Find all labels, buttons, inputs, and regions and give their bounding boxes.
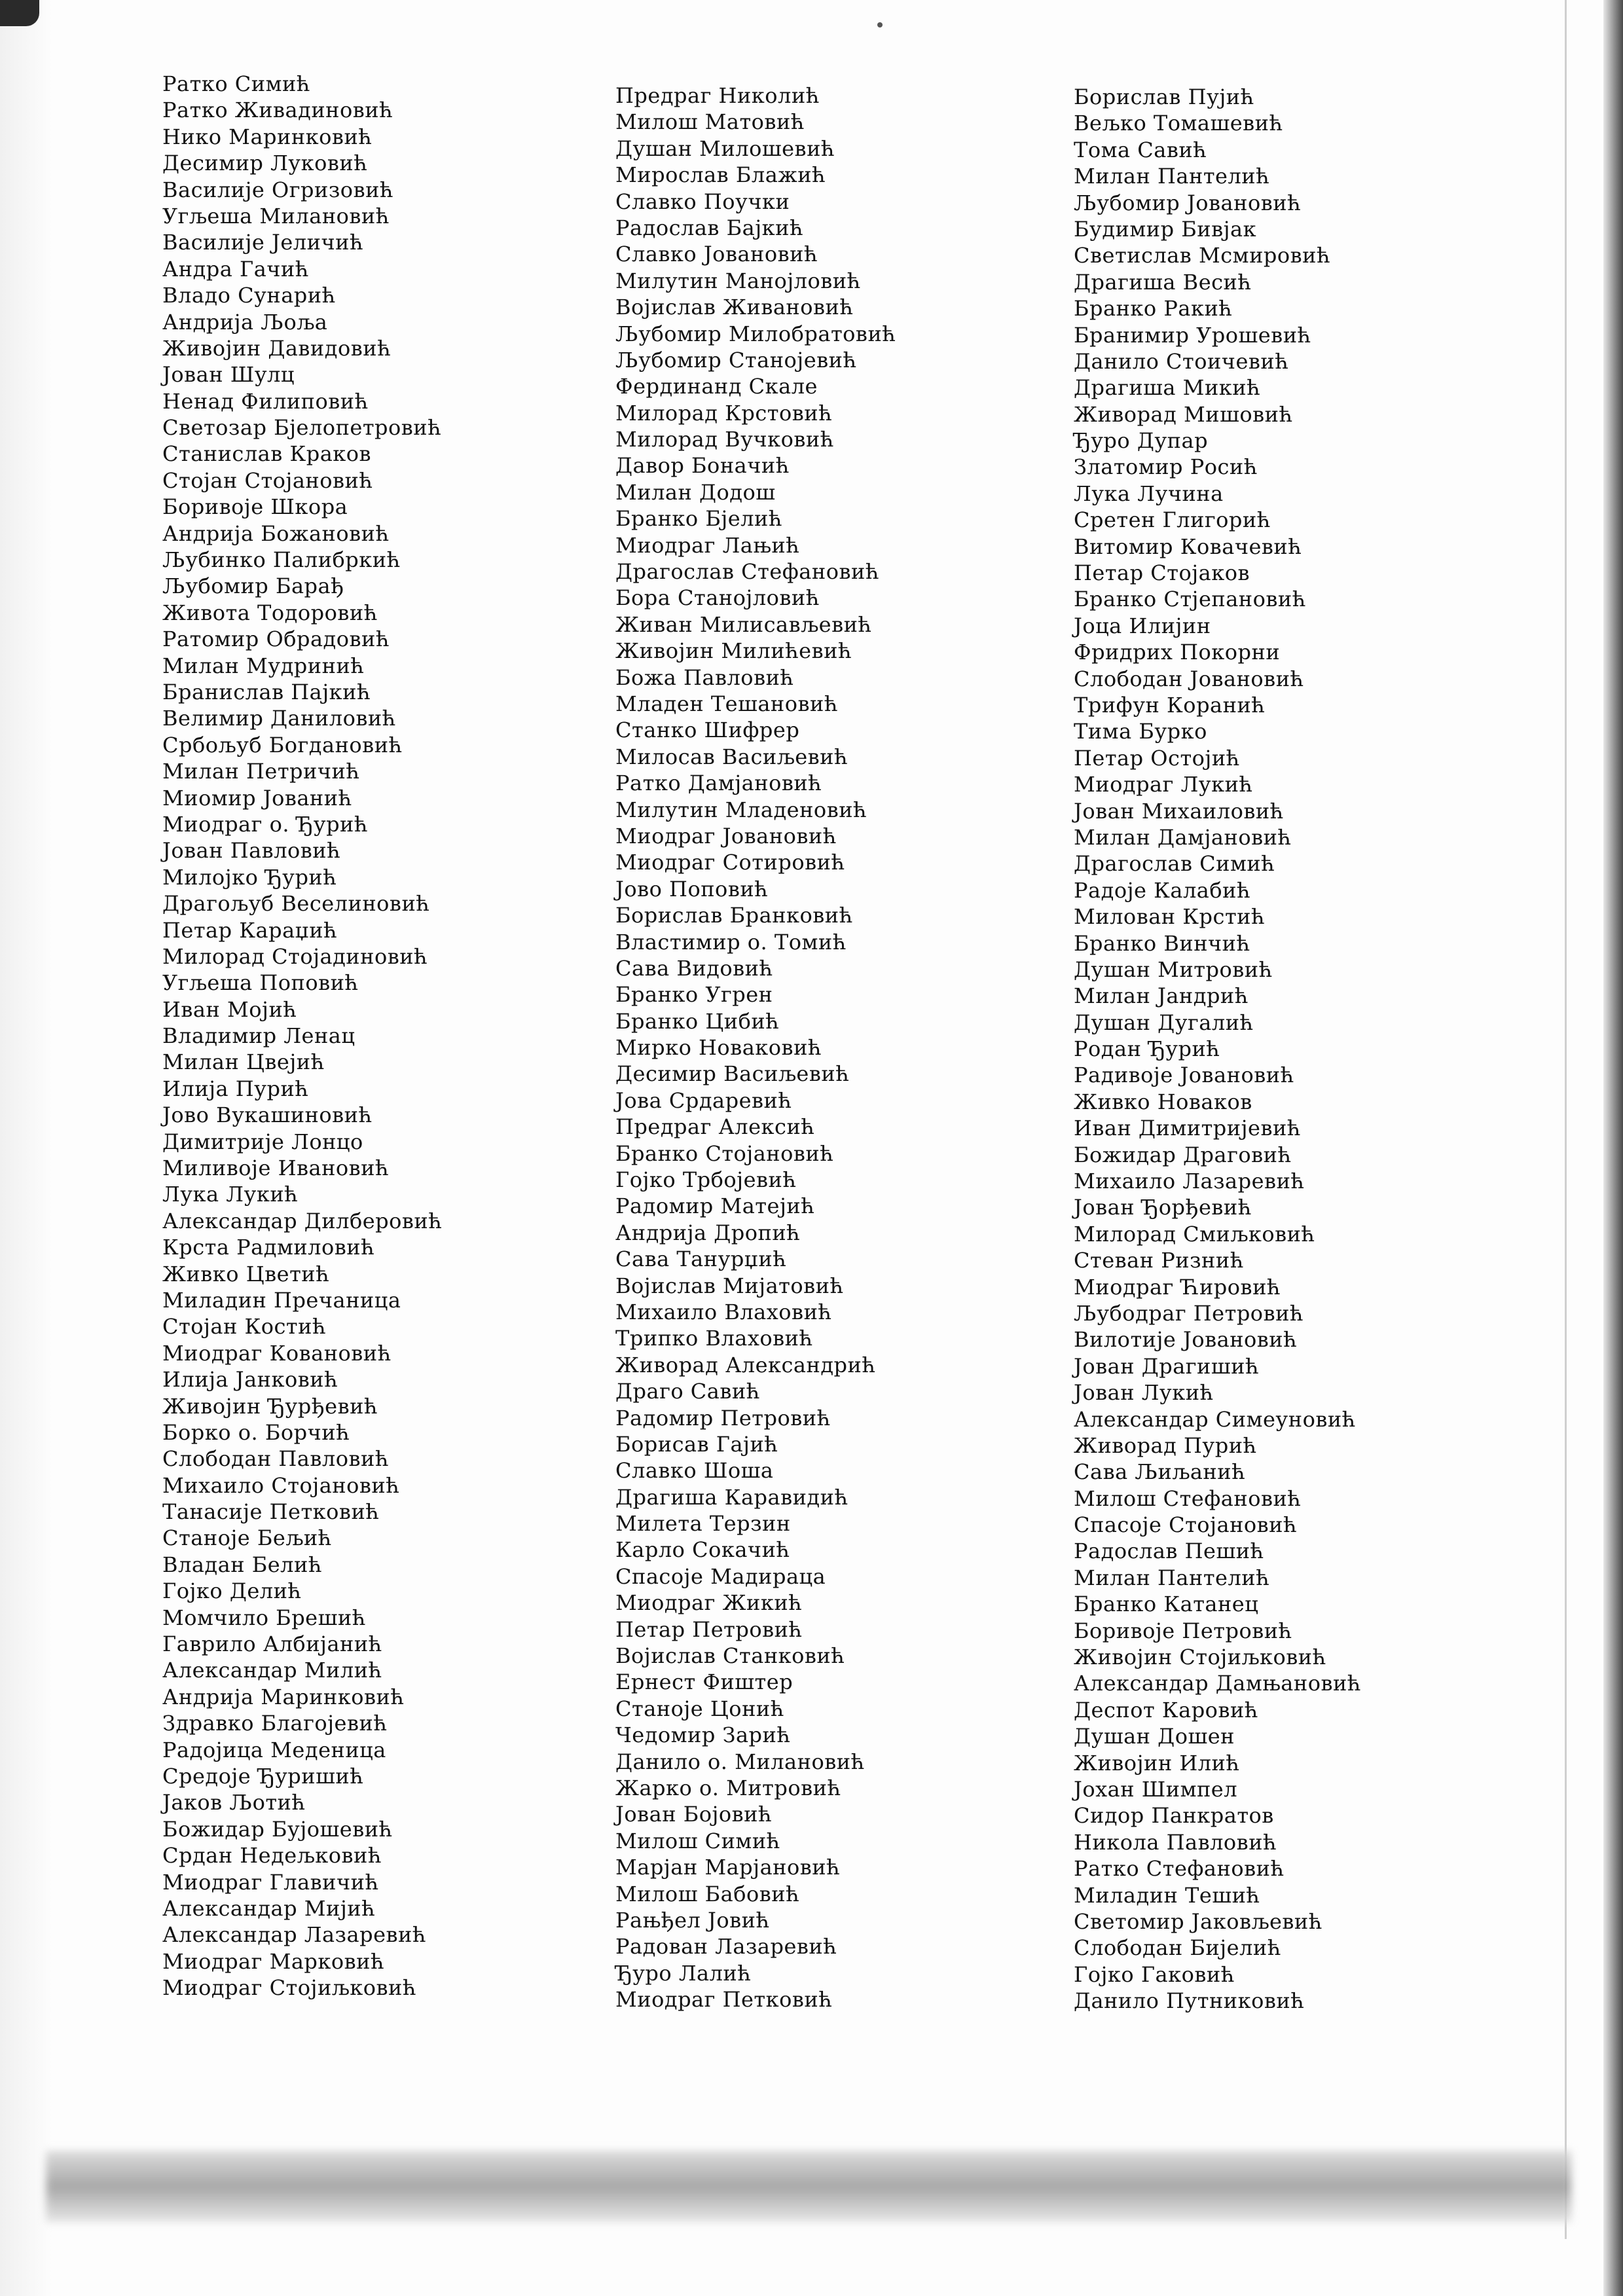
name-entry: Живорад Александрић [615, 1352, 876, 1377]
name-entry: Бранко Бјелић [615, 506, 782, 532]
name-entry: Миодраг Лањић [615, 532, 800, 558]
name-entry: Милан Петричић [162, 759, 360, 784]
name-entry: Драго Савић [615, 1379, 760, 1404]
name-entry: Василије Огризовић [162, 177, 394, 202]
name-entry: Милан Пантелић [1074, 1565, 1270, 1590]
page-fold-line [1565, 0, 1567, 2239]
name-entry: Боривоје Петровић [1074, 1618, 1292, 1643]
name-entry: Бранко Винчић [1074, 930, 1250, 956]
name-entry: Милосав Васиљевић [615, 744, 848, 769]
name-entry: Радоје Калабић [1074, 877, 1251, 903]
name-entry: Милан Пантелић [1074, 164, 1270, 189]
name-entry: Фердинанд Скале [615, 374, 818, 399]
name-entry: Сидор Панкратов [1074, 1803, 1274, 1829]
name-entry: Борисав Гајић [615, 1431, 778, 1457]
name-entry: Радојица Меденица [162, 1737, 386, 1762]
names-column-1 [162, 71, 634, 2001]
name-entry: Ратко Дамјановић [615, 771, 822, 796]
name-entry: Андрија Маринковић [162, 1684, 405, 1709]
name-entry: Драгослав Симић [1074, 851, 1275, 877]
scan-speck [877, 22, 883, 27]
name-entry: Нико Маринковић [162, 124, 373, 149]
name-entry: Александар Милић [162, 1658, 382, 1683]
name-entry: Бранко Стјепановић [1074, 587, 1306, 612]
name-entry: Миомир Јованић [162, 785, 352, 811]
name-entry: Владимир Ленац [162, 1023, 356, 1049]
name-entry: Чедомир Зарић [615, 1722, 791, 1748]
name-entry: Бранко Стојановић [615, 1140, 834, 1166]
name-entry: Василије Јеличић [162, 230, 364, 255]
name-entry: Милан Додош [615, 479, 776, 505]
name-entry: Ратомир Обрадовић [162, 627, 390, 652]
name-entry: Миодраг Главичић [162, 1869, 379, 1895]
name-entry: Божа Павловић [615, 665, 794, 690]
name-entry: Радомир Матејић [615, 1194, 815, 1219]
name-entry: Драгољуб Веселиновић [162, 891, 430, 917]
name-entry: Тома Савић [1074, 137, 1207, 162]
name-entry: Иван Димитријевић [1074, 1116, 1301, 1141]
name-entry: Војислав Станковић [615, 1643, 845, 1669]
name-entry: Милорад Вучковић [615, 427, 834, 452]
name-entry: Јован Бојовић [615, 1802, 773, 1827]
name-entry: Андрија Божановић [162, 520, 390, 546]
name-entry: Марјан Марјановић [615, 1855, 841, 1880]
name-entry: Витомир Ковачевић [1074, 534, 1302, 559]
name-entry: Миодраг Жикић [615, 1590, 803, 1616]
name-entry: Ратко Живадиновић [162, 98, 393, 123]
name-entry: Вилотије Јовановић [1074, 1327, 1298, 1353]
name-entry: Петар Петровић [615, 1616, 803, 1642]
name-entry: Александар Симеуновић [1074, 1406, 1356, 1432]
name-entry: Миодраг Стојиљковић [162, 1975, 416, 2001]
name-entry: Војислав Живановић [615, 295, 854, 320]
name-entry: Вељко Томашевић [1074, 111, 1283, 136]
name-entry: Владо Сунарић [162, 283, 336, 308]
name-entry: Слободан Јовановић [1074, 666, 1304, 691]
name-entry: Радомир Петровић [615, 1405, 831, 1430]
name-entry: Љубодраг Петровић [1074, 1300, 1304, 1326]
name-entry: Александар Дилберовић [162, 1208, 443, 1233]
name-entry: Живојин Давидовић [162, 335, 392, 361]
name-entry: Јово Вукашиновић [162, 1102, 373, 1128]
name-entry: Ратко Симић [162, 71, 310, 96]
name-entry: Трифун Коранић [1074, 692, 1266, 718]
scan-right-edge [1603, 0, 1623, 2296]
name-entry: Предраг Николић [615, 83, 820, 108]
name-entry: Десимир Луковић [162, 151, 368, 176]
name-entry: Миодраг Марковић [162, 1948, 385, 1974]
name-entry: Ратко Стефановић [1074, 1856, 1285, 1882]
name-entry: Петар Стојаков [1074, 560, 1250, 586]
name-entry: Јаков Љотић [162, 1790, 306, 1815]
name-entry: Родан Ђурић [1074, 1036, 1220, 1062]
name-entry: Слободан Бијелић [1074, 1935, 1281, 1961]
name-entry: Бранко Угрен [615, 982, 773, 1008]
name-entry: Андрија Љоља [162, 309, 328, 335]
name-entry: Гојко Гаковић [1074, 1961, 1235, 1987]
name-entry: Јован Шулц [162, 362, 295, 388]
name-entry: Божидар Бујошевић [162, 1816, 393, 1842]
name-entry: Михаило Влаховић [615, 1299, 832, 1324]
name-entry: Ђуро Дупар [1074, 428, 1209, 454]
name-entry: Божидар Драговић [1074, 1142, 1292, 1167]
name-entry: Миодраг Ковановић [162, 1340, 392, 1366]
name-entry: Живорад Пурић [1074, 1432, 1257, 1458]
page-bottom-shadow [46, 2151, 1571, 2223]
name-entry: Будимир Бивјак [1074, 216, 1257, 242]
name-entry: Љубинко Палибркић [162, 547, 401, 573]
name-entry: Радослав Бајкић [615, 215, 804, 240]
name-entry: Борислав Пујић [1074, 84, 1254, 109]
name-entry: Трипко Влаховић [615, 1326, 813, 1351]
name-entry: Живојин Стојиљковић [1074, 1645, 1326, 1670]
name-entry: Илија Пурић [162, 1076, 309, 1101]
name-entry: Милош Стефановић [1074, 1485, 1302, 1511]
name-entry: Јован Михаиловић [1074, 798, 1284, 824]
name-entry: Душан Дошен [1074, 1724, 1235, 1749]
name-entry: Љубомир Милобратовић [615, 321, 896, 346]
name-entry: Миладин Пречаница [162, 1287, 401, 1313]
name-entry: Никола Павловић [1074, 1829, 1277, 1855]
names-column-3 [1074, 84, 1545, 2014]
name-entry: Радивоје Јовановић [1074, 1063, 1294, 1088]
name-entry: Миодраг Ћировић [1074, 1274, 1281, 1300]
name-entry: Живојин Милићевић [615, 638, 852, 664]
name-entry: Крста Радмиловић [162, 1235, 375, 1260]
name-entry: Срдан Недељковић [162, 1843, 382, 1868]
name-entry: Жарко о. Митровић [615, 1776, 841, 1800]
name-entry: Спасоје Стојановић [1074, 1512, 1298, 1538]
name-entry: Миливоје Ивановић [162, 1156, 390, 1181]
name-entry: Миладин Тешић [1074, 1882, 1260, 1908]
name-entry: Милета Терзин [615, 1511, 791, 1537]
name-entry: Рањђел Јовић [615, 1907, 770, 1933]
name-entry: Десимир Васиљевић [615, 1061, 850, 1087]
name-entry: Милорад Стојадиновић [162, 943, 428, 969]
name-entry: Златомир Росић [1074, 454, 1258, 480]
name-entry: Милан Цвејић [162, 1049, 325, 1075]
name-entry: Давор Боначић [615, 453, 790, 479]
name-entry: Тима Бурко [1074, 719, 1207, 744]
name-entry: Александар Дамњановић [1074, 1671, 1361, 1696]
name-entry: Живко Цветић [162, 1261, 330, 1286]
name-entry: Бранко Катанец [1074, 1592, 1259, 1617]
name-entry: Танасије Петковић [162, 1499, 380, 1525]
name-entry: Драгиша Каравидић [615, 1484, 848, 1510]
name-entry: Гојко Делић [162, 1578, 302, 1604]
name-entry: Стеван Ризнић [1074, 1248, 1244, 1273]
name-entry: Драгиша Микић [1074, 375, 1261, 401]
name-entry: Драгослав Стефановић [615, 559, 879, 585]
name-entry: Радован Лазаревић [615, 1934, 837, 1959]
name-entry: Јово Поповић [615, 876, 769, 902]
name-entry: Димитрије Лонцо [162, 1129, 363, 1154]
name-entry: Мирко Новаковић [615, 1035, 822, 1061]
name-entry: Мирослав Блажић [615, 162, 826, 188]
name-entry: Фридрих Покорни [1074, 640, 1281, 665]
name-entry: Јоца Илијин [1074, 613, 1211, 638]
name-entry: Лука Лучина [1074, 481, 1224, 506]
names-column-2 [615, 82, 1087, 2013]
name-entry: Ђуро Лалић [615, 1960, 752, 1986]
name-entry: Петар Караџић [162, 917, 338, 943]
name-entry: Милан Дамјановић [1074, 824, 1292, 850]
name-entry: Ненад Филиповић [162, 388, 369, 414]
name-entry: Драгиша Весић [1074, 269, 1252, 295]
name-entry: Славко Поучки [615, 189, 790, 214]
name-entry: Предраг Алексић [615, 1114, 815, 1140]
name-entry: Јован Павловић [162, 838, 341, 864]
name-entry: Живко Новаков [1074, 1089, 1252, 1114]
name-entry: Милојко Ђурић [162, 864, 337, 890]
name-entry: Србољуб Богдановић [162, 732, 403, 757]
name-entry: Живота Тодоровић [162, 600, 378, 625]
name-entry: Андрија Дропић [615, 1220, 801, 1245]
name-entry: Иван Мојић [162, 996, 297, 1022]
name-entry: Милош Симић [615, 1828, 780, 1853]
name-entry: Јован Ђорђевић [1074, 1195, 1252, 1220]
name-entry: Миодраг Лукић [1074, 772, 1253, 797]
name-entry: Живојин Ђурђевић [162, 1393, 378, 1419]
name-entry: Михаило Лазаревић [1074, 1169, 1305, 1194]
name-entry: Велимир Даниловић [162, 706, 396, 731]
name-entry: Милан Јандрић [1074, 983, 1249, 1009]
name-entry: Миодраг о. Ђурић [162, 811, 368, 837]
name-entry: Деспот Каровић [1074, 1697, 1258, 1722]
name-entry: Милорад Крстовић [615, 400, 833, 426]
name-entry: Миодраг Петковић [615, 1987, 833, 2013]
name-entry: Душан Дугалић [1074, 1010, 1254, 1035]
name-entry: Андра Гачић [162, 256, 309, 282]
name-entry: Сава Танурџић [615, 1247, 787, 1272]
name-entry: Милош Бабовић [615, 1881, 800, 1906]
name-entry: Средоје Ђуришић [162, 1764, 364, 1789]
name-entry: Јован Драгишић [1074, 1353, 1260, 1379]
name-entry: Душан Митровић [1074, 957, 1273, 982]
name-entry: Славко Јовановић [615, 242, 818, 267]
name-entry: Душан Милошевић [615, 136, 835, 161]
name-entry: Љубомир Станојевић [615, 347, 857, 373]
name-entry: Михаило Стојановић [162, 1472, 400, 1498]
name-entry: Карло Сокачић [615, 1537, 790, 1563]
name-entry: Јова Срдаревић [615, 1087, 792, 1113]
name-entry: Станоје Бељић [162, 1525, 332, 1551]
name-entry: Љубомир Барађ [162, 574, 344, 599]
name-entry: Миодраг Јовановић [615, 823, 837, 848]
name-entry: Милован Крстић [1074, 904, 1266, 930]
name-entry: Младен Тешановић [615, 691, 838, 716]
name-entry: Бранислав Пајкић [162, 679, 371, 704]
name-entry: Борко о. Борчић [162, 1419, 350, 1445]
name-entry: Милутин Манојловић [615, 268, 861, 293]
name-entry: Властимир о. Томић [615, 929, 847, 955]
name-entry: Данило Путниковић [1074, 1988, 1305, 2014]
scan-left-margin [0, 0, 52, 2296]
name-entry: Боривоје Шкора [162, 494, 348, 520]
name-entry: Живорад Мишовић [1074, 401, 1293, 427]
name-entry: Станко Шифрер [615, 718, 800, 743]
name-entry: Светислав Мсмировић [1074, 243, 1331, 268]
name-entry: Живојин Илић [1074, 1750, 1240, 1776]
name-entry: Војислав Мијатовић [615, 1273, 844, 1298]
name-entry: Лука Лукић [162, 1182, 299, 1207]
name-entry: Радослав Пешић [1074, 1539, 1264, 1564]
name-entry: Данило о. Милановић [615, 1749, 865, 1774]
name-entry: Угљеша Поповић [162, 970, 359, 996]
name-entry: Јохан Шимпел [1074, 1777, 1238, 1802]
name-entry: Ернест Фиштер [615, 1669, 793, 1695]
name-entry: Славко Шоша [615, 1458, 774, 1484]
name-entry: Бранимир Урошевић [1074, 322, 1311, 348]
name-entry: Стојан Стојановић [162, 467, 373, 493]
name-entry: Миодраг Сотировић [615, 850, 845, 875]
name-entry: Љубомир Јовановић [1074, 190, 1302, 215]
name-entry: Петар Остојић [1074, 745, 1240, 771]
name-entry: Станислав Краков [162, 441, 372, 467]
name-entry: Јован Лукић [1074, 1380, 1214, 1406]
name-entry: Спасоје Мадираца [615, 1563, 826, 1589]
name-entry: Илија Јанковић [162, 1367, 338, 1393]
name-entry: Борислав Бранковић [615, 903, 853, 928]
name-entry: Угљеша Милановић [162, 203, 390, 228]
name-entry: Милан Мудринић [162, 653, 365, 678]
name-entry: Слободан Павловић [162, 1446, 389, 1472]
name-entry: Владан Белић [162, 1552, 322, 1577]
name-entry: Александар Лазаревић [162, 1922, 426, 1948]
name-entry: Станоје Цонић [615, 1696, 784, 1721]
name-entry: Гојко Трбојевић [615, 1167, 797, 1193]
name-entry: Живан Милисављевић [615, 611, 872, 637]
name-entry: Здравко Благојевић [162, 1711, 388, 1736]
name-entry: Сава Видовић [615, 955, 773, 981]
name-entry: Гаврило Албијанић [162, 1631, 382, 1657]
name-entry: Александар Мијић [162, 1895, 376, 1921]
name-entry: Бранко Ракић [1074, 296, 1233, 321]
name-entry: Данило Стоичевић [1074, 348, 1289, 374]
name-entry: Милорад Смиљковић [1074, 1221, 1315, 1247]
name-entry: Милутин Младеновић [615, 797, 867, 822]
name-entry: Светомир Јаковљевић [1074, 1908, 1322, 1934]
name-entry: Сава Љиљанић [1074, 1459, 1246, 1485]
name-entry: Бора Станојловић [615, 585, 820, 611]
name-entry: Бранко Цибић [615, 1008, 780, 1034]
name-entry: Сретен Глигорић [1074, 507, 1271, 533]
name-entry: Стојан Костић [162, 1314, 327, 1339]
name-entry: Момчило Брешић [162, 1605, 366, 1630]
name-entry: Милош Матовић [615, 109, 805, 135]
scan-corner-mark [0, 0, 39, 26]
name-entry: Светозар Бјелопетровић [162, 415, 442, 441]
